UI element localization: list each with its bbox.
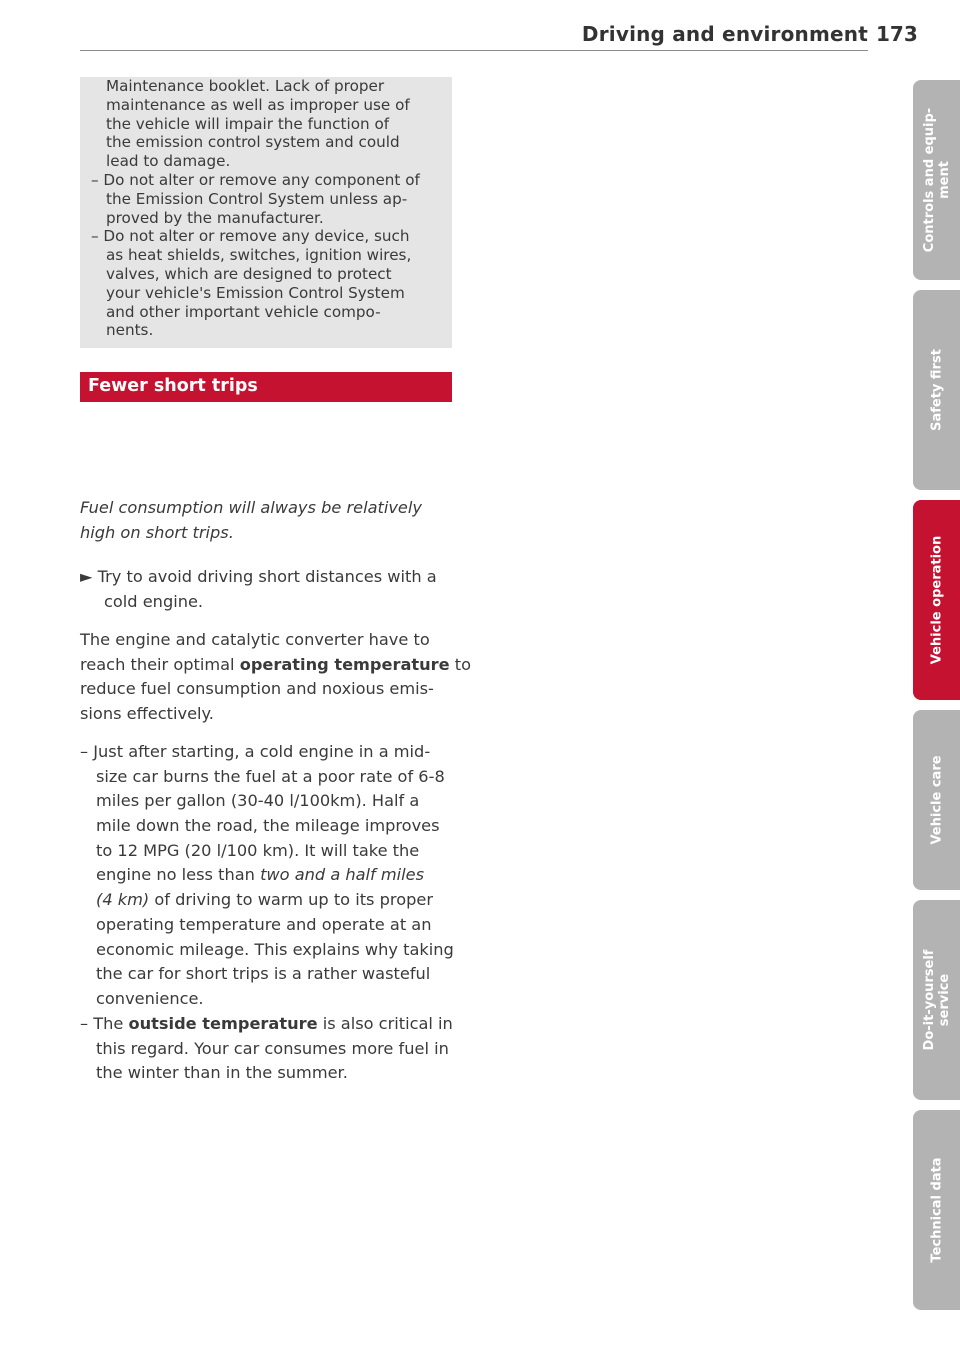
warning-line: as heat shields, switches, ignition wires, — [106, 246, 412, 265]
warning-line: Maintenance booklet. Lack of proper — [106, 77, 385, 95]
warning-line: proved by the manufacturer. — [106, 208, 324, 227]
instruction-line: cold engine. — [104, 592, 204, 611]
tab-safety-first[interactable]: Safety first — [913, 290, 960, 490]
bullet-line: mile down the road, the mileage improves — [96, 816, 440, 835]
warning-line: your vehicle's Emission Control System — [106, 283, 405, 302]
tab-vehicle-operation[interactable]: Vehicle operation — [913, 500, 960, 700]
bullet-line: size car burns the fuel at a poor rate of 6-8 — [96, 767, 445, 786]
warning-line: the vehicle will impair the function of — [106, 114, 390, 133]
bullet-line: engine no less than two and a half miles — [96, 865, 425, 884]
instruction-line: ► Try to avoid driving short distances with a — [80, 567, 437, 586]
tab-do-it-yourself-service[interactable]: Do-it-yourself service — [913, 900, 960, 1100]
warning-line: maintenance as well as improper use of — [106, 95, 410, 114]
intro-line: high on short trips. — [80, 523, 234, 542]
paragraph-line: The engine and catalytic converter have to — [80, 630, 430, 649]
intro-line: Fuel consumption will always be relatively — [80, 498, 422, 517]
bullet-line: – The outside temperature is also critical in — [80, 1014, 453, 1033]
tab-technical-data[interactable]: Technical data — [913, 1110, 960, 1310]
warning-line: – Do not alter or remove any device, such — [91, 227, 410, 246]
warning-box — [80, 77, 452, 348]
bullet-line: economic mileage. This explains why taking — [96, 940, 454, 959]
paragraph-line: reduce fuel consumption and noxious emis- — [80, 679, 434, 698]
warning-line: and other important vehicle compo- — [106, 302, 381, 321]
bullet-line: the winter than in the summer. — [96, 1063, 348, 1082]
bullet-line: to 12 MPG (20 l/100 km). It will take the — [96, 841, 420, 860]
section-title: Fewer short trips — [88, 376, 258, 396]
header-title: Driving and environment — [581, 22, 868, 46]
bullet-line: miles per gallon (30-40 l/100km). Half a — [96, 791, 420, 810]
bullet-line: operating temperature and operate at an — [96, 915, 432, 934]
bullet-line: the car for short trips is a rather wasteful — [96, 964, 431, 983]
bullet-line: convenience. — [96, 989, 204, 1008]
page-number: 173 — [876, 22, 918, 46]
operating-temperature-term: operating temperature — [239, 655, 450, 674]
warning-line: valves, which are designed to protect — [106, 265, 392, 283]
warning-line: the Emission Control System unless ap- — [106, 189, 408, 208]
warning-line: nents. — [106, 321, 154, 340]
warning-line: – Do not alter or remove any component of — [91, 171, 420, 189]
outside-temperature-term: outside temperature — [128, 1014, 318, 1033]
bullet-line: (4 km) of driving to warm up to its proper — [96, 890, 434, 909]
paragraph-line: sions effectively. — [80, 704, 214, 723]
warning-line: lead to damage. — [106, 152, 231, 171]
bullet-line: this regard. Your car consumes more fuel in — [96, 1039, 449, 1058]
tab-controls-and-equipment[interactable]: Controls and equip- ment — [913, 80, 960, 280]
warning-line: the emission control system and could — [106, 133, 400, 152]
header-divider — [80, 50, 868, 51]
paragraph-line: reach their optimal operating temperature to — [80, 655, 472, 674]
tab-vehicle-care[interactable]: Vehicle care — [913, 710, 960, 890]
bullet-line: – Just after starting, a cold engine in a mid- — [80, 742, 431, 761]
section-heading — [80, 372, 452, 402]
